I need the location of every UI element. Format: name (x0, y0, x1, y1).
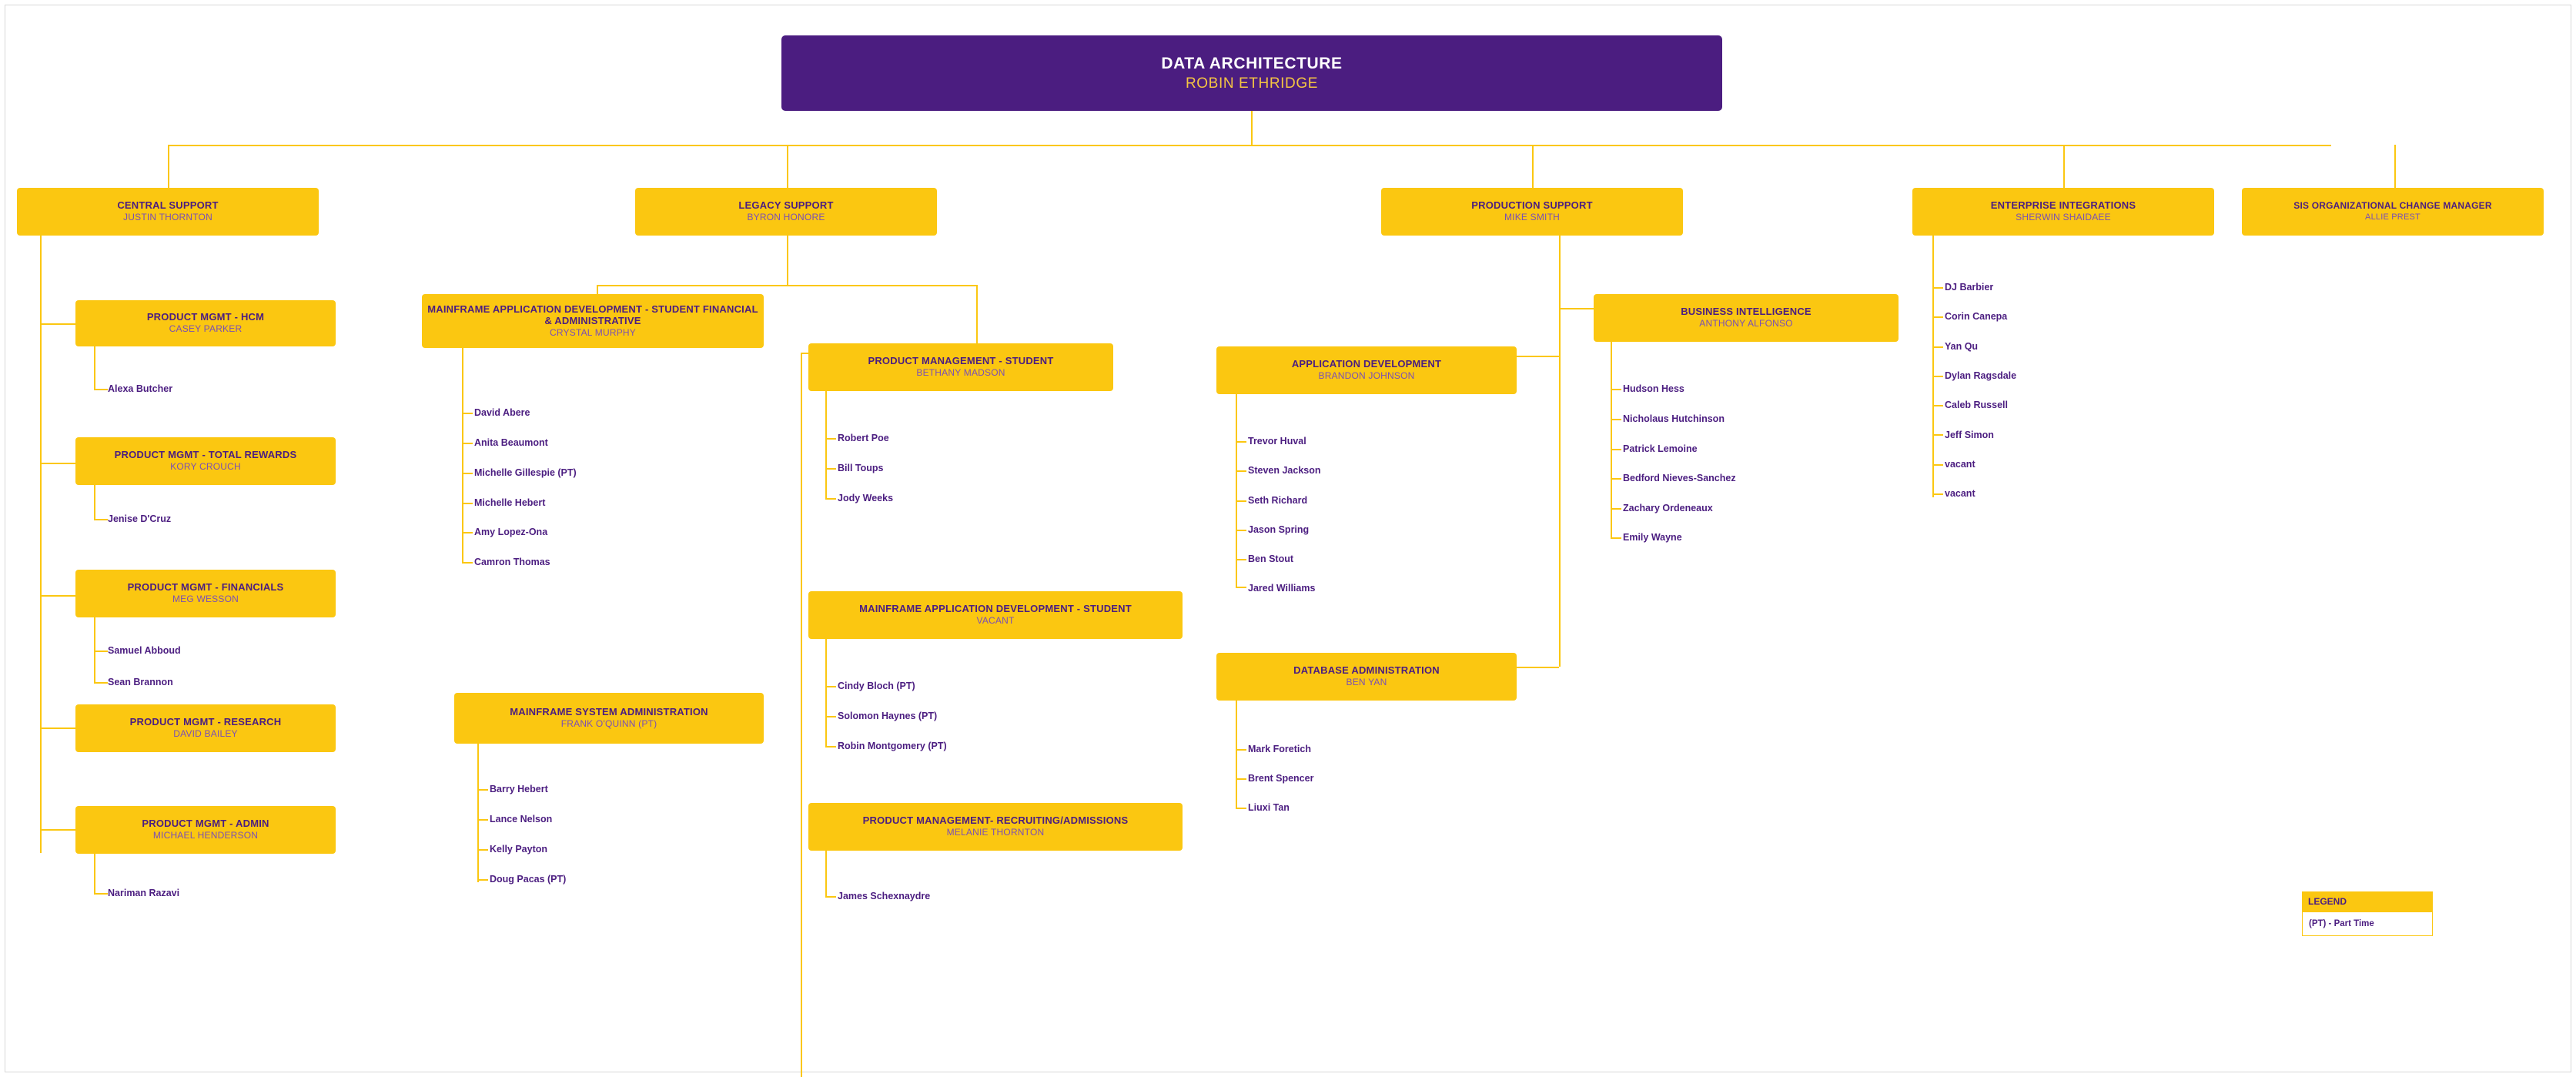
connector (1932, 493, 1943, 495)
node-product-management-recruiting-admissions[interactable] (808, 803, 1183, 851)
connector (94, 682, 108, 684)
connector (1932, 376, 1943, 377)
connector (1236, 749, 1246, 751)
node-title: MAINFRAME SYSTEM ADMINISTRATION (510, 706, 708, 718)
connector (825, 498, 836, 500)
connector (1236, 701, 1237, 808)
connector (40, 595, 75, 597)
connector (462, 413, 473, 414)
leaf-person: Yan Qu (1945, 341, 1979, 352)
node-title: PRODUCT MGMT - HCM (146, 311, 265, 323)
node-title: CENTRAL SUPPORT (117, 199, 219, 212)
connector (40, 323, 75, 325)
node-central-support[interactable] (17, 188, 319, 236)
leaf-person: Jeff Simon (1945, 430, 1994, 440)
node-subtitle: BEN YAN (1346, 677, 1387, 688)
leaf-person: Emily Wayne (1623, 532, 1682, 543)
legend-body (2302, 911, 2433, 936)
legend-header-label: LEGEND (2308, 896, 2347, 907)
connector (1236, 808, 1246, 809)
connector (1236, 441, 1246, 443)
leaf-person: Caleb Russell (1945, 400, 2008, 410)
leaf-person: Lance Nelson (490, 814, 553, 824)
connector (168, 145, 169, 188)
leaf-person: vacant (1945, 488, 1975, 499)
connector (2394, 145, 2396, 188)
node-title: ENTERPRISE INTEGRATIONS (1990, 199, 2136, 212)
connector (462, 473, 473, 474)
connector (1932, 434, 1943, 436)
leaf-person: Kelly Payton (490, 844, 548, 855)
connector (40, 236, 42, 853)
node-subtitle: SHERWIN SHAIDAEE (2016, 212, 2111, 223)
node-subtitle: FRANK O'QUINN (PT) (560, 718, 657, 730)
connector (825, 896, 836, 898)
connector (825, 438, 836, 440)
connector (1611, 449, 1621, 450)
connector (477, 789, 488, 791)
node-legacy-support[interactable] (635, 188, 937, 236)
connector (787, 145, 788, 188)
leaf-person: Michelle Hebert (474, 497, 546, 508)
connector (477, 744, 479, 882)
node-product-mgmt-hcm[interactable] (75, 300, 336, 346)
node-subtitle: MICHAEL HENDERSON (152, 830, 259, 841)
node-subtitle: CASEY PARKER (169, 323, 243, 335)
leaf-person: Jenise D'Cruz (108, 513, 172, 524)
node-title: PRODUCT MGMT - FINANCIALS (127, 581, 284, 594)
connector (1611, 419, 1621, 420)
node-title: PRODUCT MANAGEMENT- RECRUITING/ADMISSIONS (862, 814, 1129, 827)
node-data-architecture[interactable] (781, 35, 1722, 111)
connector (94, 485, 95, 520)
connector (1236, 470, 1246, 472)
connector (1932, 464, 1943, 466)
connector (477, 879, 488, 881)
leaf-person: Jody Weeks (838, 493, 894, 503)
node-subtitle: JUSTIN THORNTON (123, 212, 212, 223)
node-title: MAINFRAME APPLICATION DEVELOPMENT - STUDENT (859, 603, 1132, 615)
connector (1611, 508, 1621, 510)
node-subtitle: KORY CROUCH (170, 461, 241, 473)
connector (477, 819, 488, 821)
node-title: MAINFRAME APPLICATION DEVELOPMENT - STUDENT FINANCIAL & ADMINISTRATIVE (427, 303, 758, 326)
leaf-person: Corin Canepa (1945, 311, 2008, 322)
leaf-person: Liuxi Tan (1248, 802, 1290, 813)
leaf-person: Amy Lopez-Ona (474, 527, 548, 537)
leaf-person: Jared Williams (1248, 583, 1316, 594)
node-title: DATABASE ADMINISTRATION (1293, 664, 1440, 677)
leaf-person: Mark Foretich (1248, 744, 1311, 754)
node-product-management-student[interactable] (808, 343, 1113, 391)
node-enterprise-integrations[interactable] (1912, 188, 2214, 236)
leaf-person: Bedford Nieves-Sanchez (1623, 473, 1736, 483)
node-database-administration[interactable] (1216, 653, 1517, 701)
node-mainframe-app-dev-student-financial[interactable] (422, 294, 764, 348)
connector (94, 389, 108, 390)
node-title: PRODUCT MGMT - RESEARCH (129, 716, 282, 728)
leaf-person: Camron Thomas (474, 557, 550, 567)
node-title: PRODUCT MANAGEMENT - STUDENT (868, 355, 1054, 367)
connector (462, 562, 473, 564)
leaf-person: Patrick Lemoine (1623, 443, 1698, 454)
leaf-person: Samuel Abboud (108, 645, 181, 656)
node-subtitle: BYRON HONORE (747, 212, 825, 223)
leaf-person: Anita Beaumont (474, 437, 548, 448)
chart-frame (5, 5, 2571, 1072)
connector (787, 236, 788, 285)
node-sis-organizational-change-manager[interactable] (2242, 188, 2544, 236)
connector (1611, 537, 1621, 539)
connector (2063, 145, 2065, 188)
leaf-person: Robert Poe (838, 433, 889, 443)
node-product-mgmt-total-rewards[interactable] (75, 437, 336, 485)
leaf-person: Brent Spencer (1248, 773, 1314, 784)
node-title: SIS ORGANIZATIONAL CHANGE MANAGER (2293, 200, 2492, 212)
connector (40, 463, 75, 464)
node-product-mgmt-financials[interactable] (75, 570, 336, 617)
connector (1932, 287, 1943, 289)
node-mainframe-app-dev-student[interactable] (808, 591, 1183, 639)
node-title: APPLICATION DEVELOPMENT (1291, 358, 1442, 370)
leaf-person: Nariman Razavi (108, 888, 180, 898)
leaf-person: Cindy Bloch (PT) (838, 681, 915, 691)
leaf-person: Trevor Huval (1248, 436, 1306, 447)
connector (825, 391, 827, 499)
connector (1559, 308, 1594, 309)
connector (1932, 346, 1943, 348)
connector (1236, 500, 1246, 502)
node-business-intelligence[interactable] (1594, 294, 1899, 342)
connector (1611, 389, 1621, 390)
node-application-development[interactable] (1216, 346, 1517, 394)
connector (94, 346, 95, 390)
node-title: LEGACY SUPPORT (738, 199, 834, 212)
connector (94, 854, 95, 894)
connector (1236, 587, 1246, 588)
connector (462, 532, 473, 533)
node-subtitle: DAVID BAILEY (173, 728, 238, 740)
connector (94, 893, 108, 895)
connector (1236, 559, 1246, 560)
connector (597, 285, 977, 286)
connector (825, 686, 836, 687)
legend-header (2302, 891, 2433, 911)
node-subtitle: BRANDON JOHNSON (1318, 370, 1415, 382)
node-subtitle: CRYSTAL MURPHY (550, 326, 636, 338)
connector (825, 639, 827, 747)
leaf-person: Solomon Haynes (PT) (838, 711, 938, 721)
node-title: PRODUCT MGMT - TOTAL REWARDS (114, 449, 297, 461)
connector (825, 716, 836, 717)
connector (462, 443, 473, 444)
connector (1251, 111, 1253, 145)
leaf-person: Jason Spring (1248, 524, 1310, 535)
legend-entry-label: (PT) - Part Time (2309, 919, 2374, 928)
leaf-person: James Schexnaydre (838, 891, 931, 901)
node-title: BUSINESS INTELLIGENCE (1681, 306, 1812, 318)
connector (1932, 405, 1943, 406)
root-title: DATA ARCHITECTURE (1161, 54, 1343, 72)
leaf-person: Ben Stout (1248, 554, 1294, 564)
node-subtitle: ANTHONY ALFONSO (1699, 318, 1793, 329)
connector (825, 851, 827, 897)
connector (40, 829, 75, 831)
leaf-person: Sean Brannon (108, 677, 173, 687)
connector (94, 651, 108, 652)
node-subtitle: BETHANY MADSON (916, 367, 1005, 379)
connector (1932, 316, 1943, 318)
connector (1236, 530, 1246, 531)
node-title: PRODUCTION SUPPORT (1471, 199, 1593, 212)
node-production-support[interactable] (1381, 188, 1683, 236)
node-subtitle: MEG WESSON (172, 594, 239, 605)
leaf-person: DJ Barbier (1945, 282, 1994, 293)
connector (477, 849, 488, 851)
leaf-person: David Abere (474, 407, 530, 418)
connector (40, 727, 75, 729)
leaf-person: Robin Montgomery (PT) (838, 741, 947, 751)
connector (462, 503, 473, 504)
connector (168, 145, 2331, 146)
leaf-person: Seth Richard (1248, 495, 1308, 506)
node-product-mgmt-admin[interactable] (75, 806, 336, 854)
leaf-person: Hudson Hess (1623, 383, 1684, 394)
node-subtitle: MIKE SMITH (1504, 212, 1560, 223)
root-subtitle: ROBIN ETHRIDGE (1185, 75, 1319, 92)
leaf-person: Dylan Ragsdale (1945, 370, 2017, 381)
connector (462, 348, 463, 564)
node-subtitle: ALLIE PREST (2365, 212, 2420, 222)
connector (1532, 145, 1534, 188)
connector (1611, 478, 1621, 480)
leaf-person: Bill Toups (838, 463, 884, 473)
leaf-person: vacant (1945, 459, 1975, 470)
node-subtitle: MELANIE THORNTON (946, 827, 1045, 838)
connector (825, 468, 836, 470)
leaf-person: Alexa Butcher (108, 383, 173, 394)
leaf-person: Zachary Ordeneaux (1623, 503, 1713, 513)
leaf-person: Doug Pacas (PT) (490, 874, 567, 885)
leaf-person: Steven Jackson (1248, 465, 1321, 476)
node-subtitle: VACANT (976, 615, 1015, 627)
connector (1236, 778, 1246, 780)
connector (1559, 236, 1561, 667)
leaf-person: Michelle Gillespie (PT) (474, 467, 577, 478)
connector (1236, 394, 1237, 587)
connector (801, 353, 802, 1077)
node-mainframe-system-administration[interactable] (454, 693, 764, 744)
leaf-person: Barry Hebert (490, 784, 548, 794)
connector (94, 519, 108, 520)
node-product-mgmt-research[interactable] (75, 704, 336, 752)
node-title: PRODUCT MGMT - ADMIN (142, 818, 269, 830)
connector (825, 746, 836, 748)
connector (1932, 236, 1934, 497)
leaf-person: Nicholaus Hutchinson (1623, 413, 1725, 424)
